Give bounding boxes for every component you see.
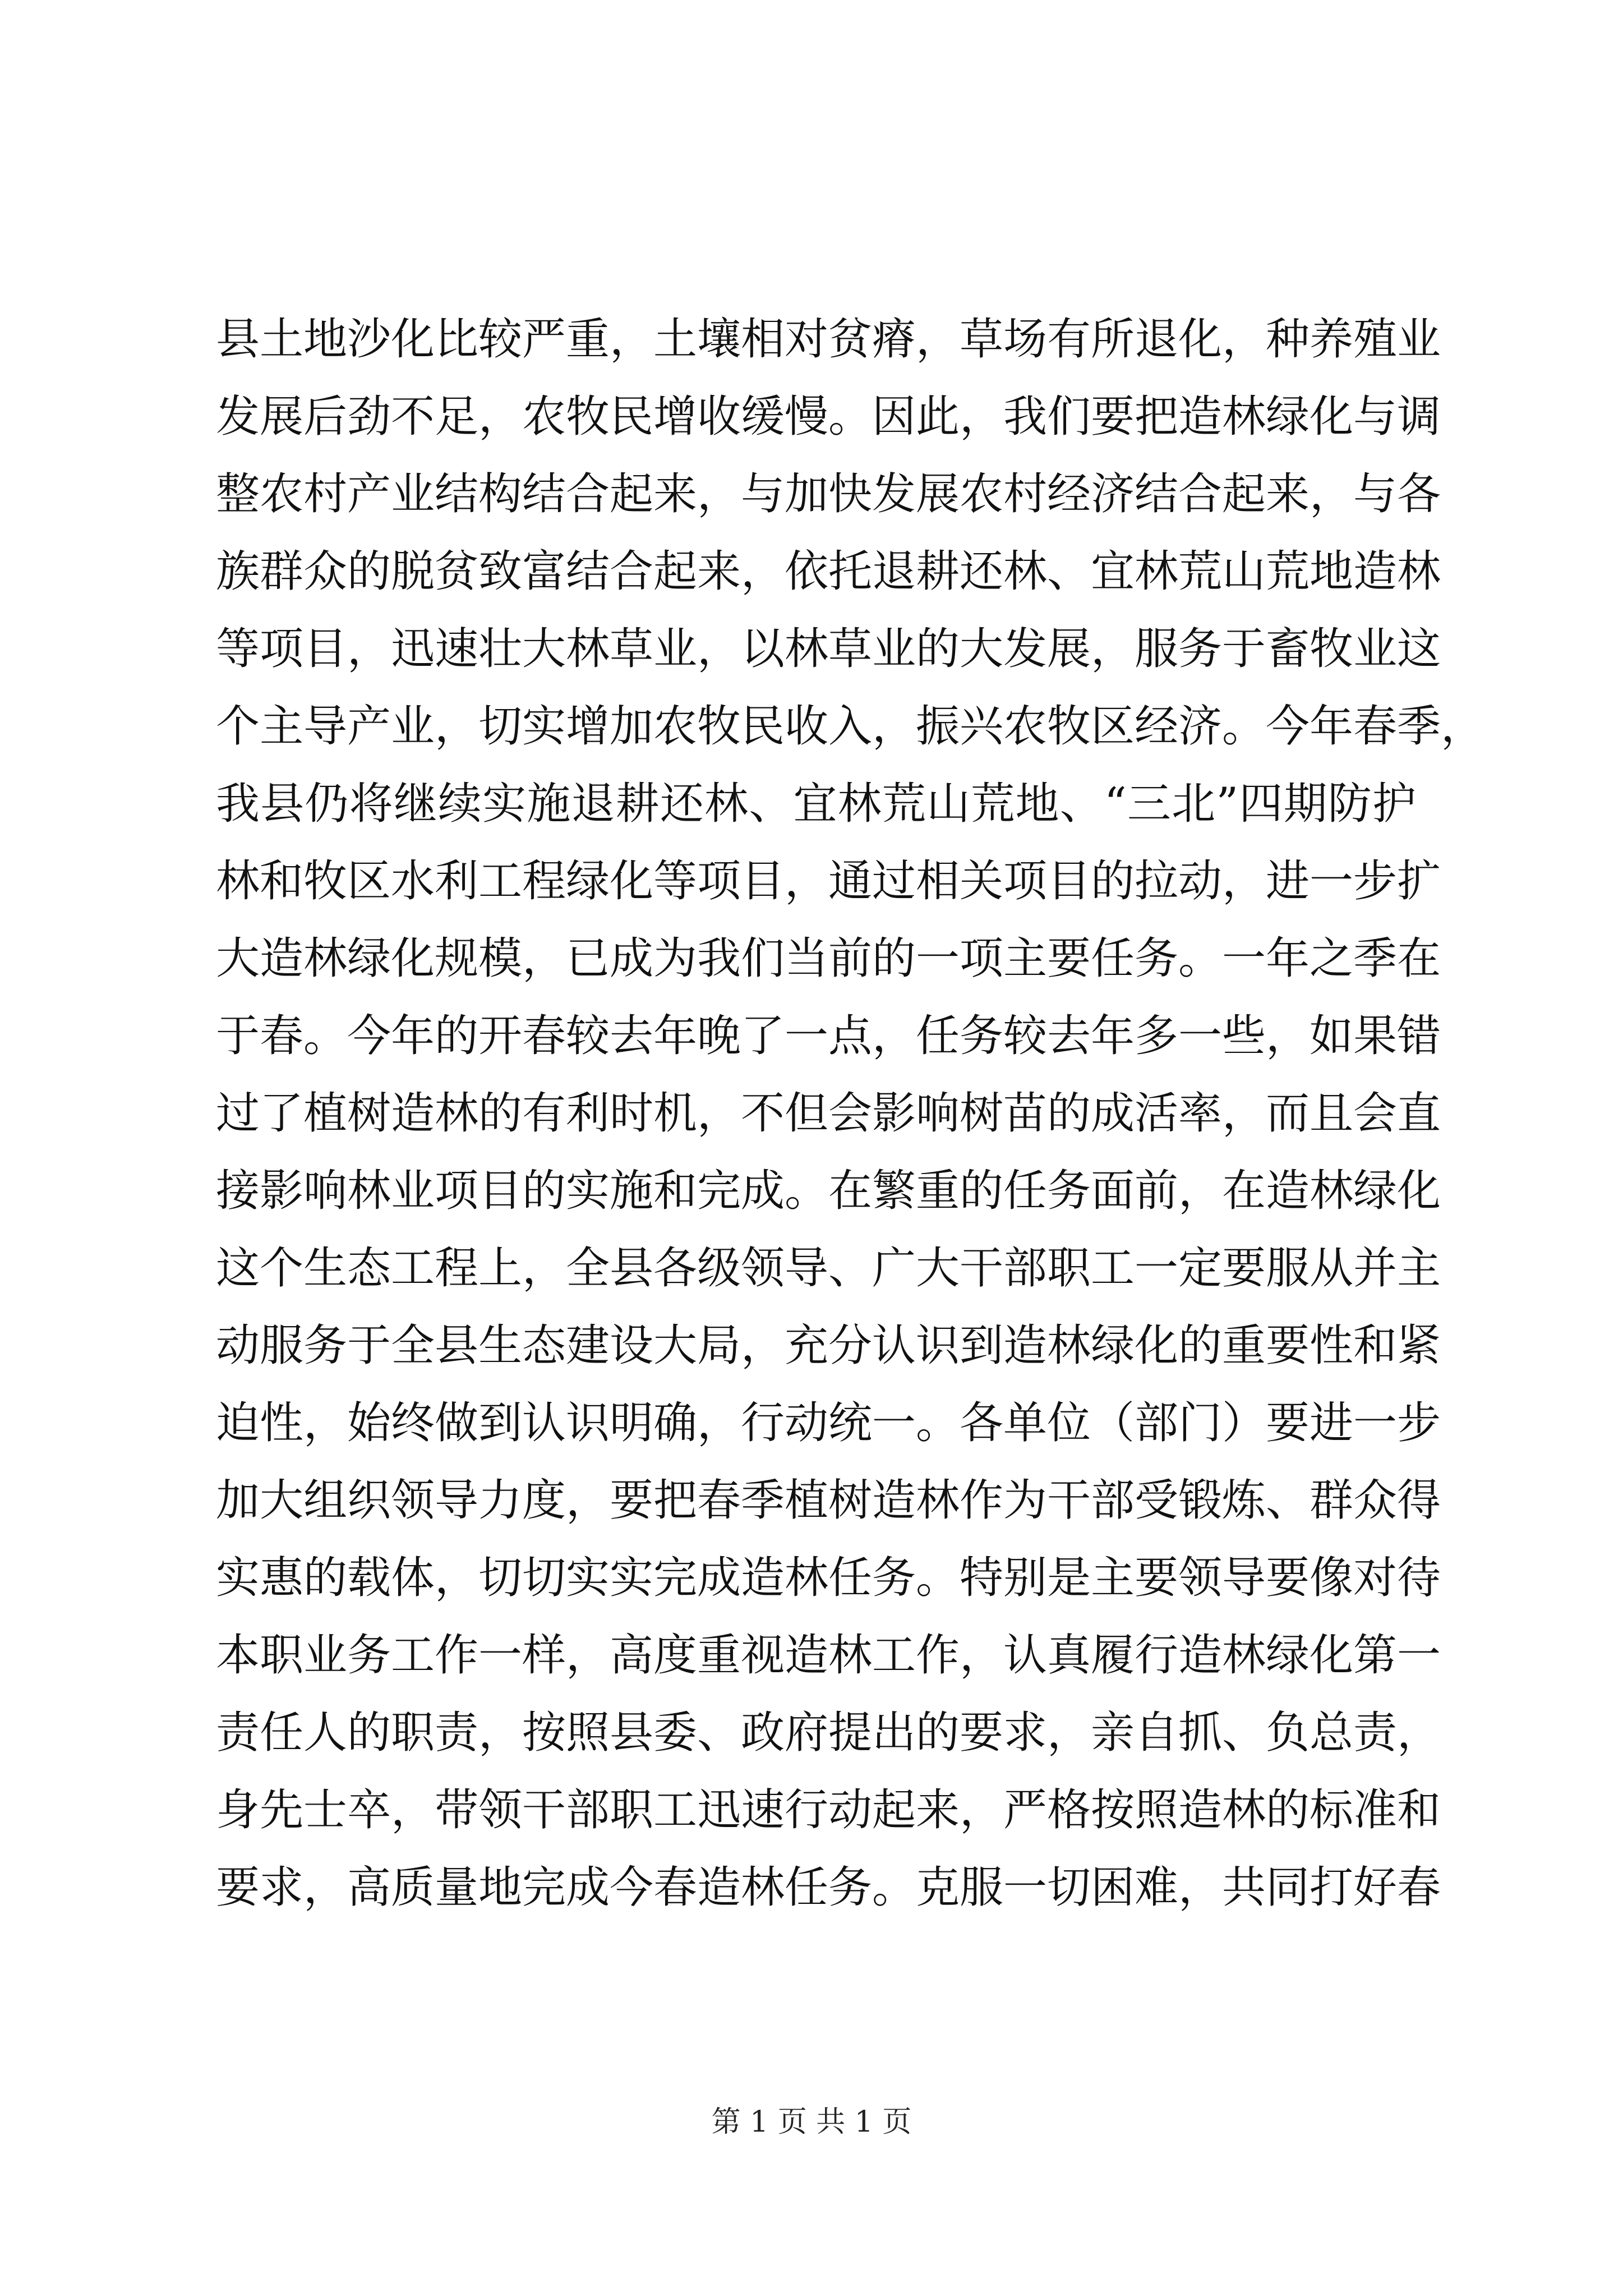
- text-line: 实惠的载体，切切实实完成造林任务。特别是主要领导要像对待: [216, 1553, 1441, 1603]
- text-line: 个主导产业，切实增加农牧民收入，振兴农牧区经济。今年春季，: [216, 701, 1485, 752]
- text-line: 过了植树造林的有利时机，不但会影响树苗的成活率，而且会直: [216, 1088, 1441, 1139]
- text-line: 本职业务工作一样，高度重视造林工作，认真履行造林绿化第一: [216, 1630, 1441, 1681]
- text-line: 等项目，迅速壮大林草业，以林草业的大发展，服务于畜牧业这: [216, 624, 1441, 674]
- text-line: 迫性，始终做到认识明确，行动统一。各单位（部门）要进一步: [216, 1398, 1441, 1448]
- text-line: 林和牧区水利工程绿化等项目，通过相关项目的拉动，进一步扩: [216, 856, 1441, 907]
- text-line: 责任人的职责，按照县委、政府提出的要求，亲自抓、负总责，: [216, 1708, 1441, 1758]
- text-line: 加大组织领导力度，要把春季植树造林作为干部受锻炼、群众得: [216, 1475, 1441, 1526]
- text-line: 县土地沙化比较严重，土壤相对贫瘠，草场有所退化，种养殖业: [216, 314, 1441, 365]
- text-line: 整农村产业结构结合起来，与加快发展农村经济结合起来，与各: [216, 469, 1441, 519]
- page-footer: 第 1 页 共 1 页: [711, 2105, 912, 2139]
- text-line: 要求，高质量地完成今春造林任务。克服一切困难，共同打好春: [216, 1862, 1441, 1913]
- text-line: 接影响林业项目的实施和完成。在繁重的任务面前，在造林绿化: [216, 1166, 1441, 1216]
- text-line: 发展后劲不足，农牧民增收缓慢。因此，我们要把造林绿化与调: [216, 392, 1441, 442]
- text-line: 身先士卒，带领干部职工迅速行动起来，严格按照造林的标准和: [216, 1785, 1441, 1835]
- text-line: 我县仍将继续实施退耕还林、宜林荒山荒地、“三北”四期防护: [216, 779, 1416, 829]
- text-line: 族群众的脱贫致富结合起来，依托退耕还林、宜林荒山荒地造林: [216, 546, 1441, 597]
- text-line: 这个生态工程上，全县各级领导、广大干部职工一定要服从并主: [216, 1243, 1441, 1294]
- text-line: 动服务于全县生态建设大局，充分认识到造林绿化的重要性和紧: [216, 1320, 1441, 1371]
- body-paragraph: [216, 301, 1485, 1926]
- text-line: 于春。今年的开春较去年晚了一点，任务较去年多一些，如果错: [216, 1011, 1441, 1061]
- text-line: 大造林绿化规模，已成为我们当前的一项主要任务。一年之季在: [216, 933, 1441, 984]
